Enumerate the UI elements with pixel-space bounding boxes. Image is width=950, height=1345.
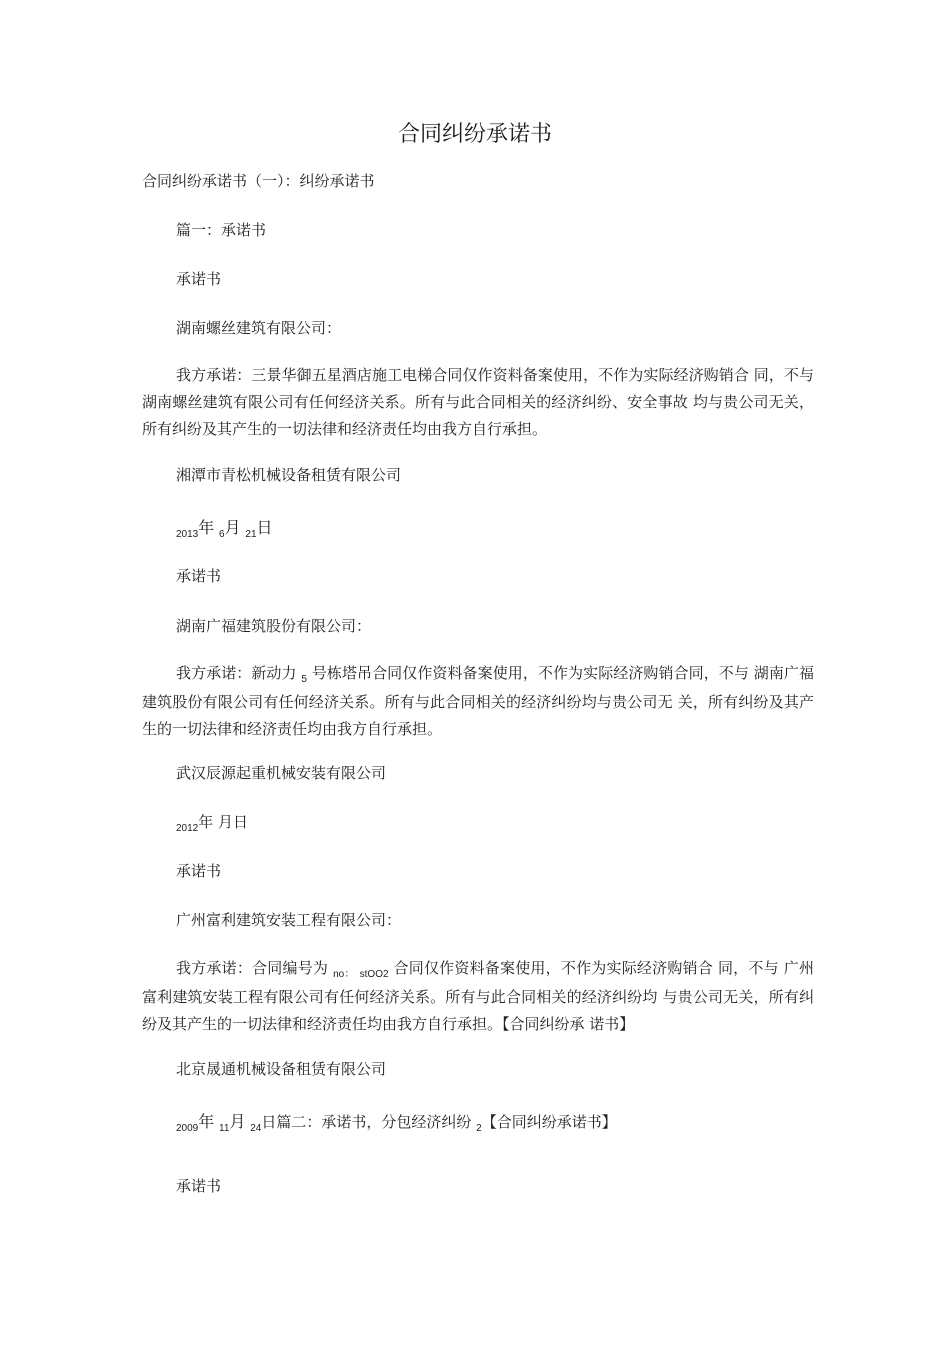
letter-signer: 武汉辰源起重机械安装有限公司: [176, 764, 387, 782]
contract-no-value: stOO2: [359, 969, 389, 980]
letter-heading: 承诺书: [176, 567, 222, 585]
letter-heading: 承诺书: [176, 270, 222, 288]
letter-body: [142, 955, 814, 1038]
letter-date: [176, 1112, 617, 1135]
letter-signer: 湘潭市青松机械设备租赁有限公司: [176, 466, 402, 484]
date-year-unit: 年: [198, 520, 215, 537]
letter-date: [176, 518, 273, 541]
letter-recipient: 广州富利建筑安装工程有限公司：: [176, 911, 402, 929]
date-day-unit: 日: [256, 520, 273, 537]
date-tail-subscript: 2: [476, 1123, 482, 1134]
date-year: 2012: [176, 823, 199, 834]
date-day: 24: [250, 1123, 262, 1134]
date-rest: 年 月日: [198, 813, 249, 831]
document-title: 合同纠纷承诺书: [397, 122, 552, 147]
contract-no-label: no：: [333, 969, 355, 980]
date-tail-end: 【合同纠纷承诺书】: [481, 1113, 617, 1131]
part-one-heading: 篇一：承诺书: [176, 221, 267, 239]
date-year: 2013: [176, 529, 199, 540]
letter-body-part: 我方承诺：合同编号为: [176, 959, 334, 977]
date-tail: 日篇二：承诺书，分包经济纠纷: [261, 1113, 472, 1131]
letter-body-part: 号栋塔吊合同仅作资料备案使用，不作为实际经济购销合同，不与 湖南广福建筑股份有限公司有任何经济关系。所有与此合同相关的经济纠纷均与贵公司无 关，所有纠纷及其产生的一切法律和经济责任均由我方自行承担。: [142, 664, 814, 738]
letter-body: [142, 660, 814, 743]
letter-recipient: 湖南广福建筑股份有限公司：: [176, 617, 372, 635]
letter-body-part: 我方承诺：新动力: [176, 664, 302, 682]
document-subtitle: 合同纠纷承诺书（一）：纠纷承诺书: [142, 172, 375, 190]
letter-recipient: 湖南螺丝建筑有限公司：: [176, 319, 342, 337]
date-month: 6: [219, 529, 225, 540]
letter-body: 我方承诺：三景华御五星酒店施工电梯合同仅作资料备案使用，不作为实际经济购销合 同，不与湖南螺丝建筑有限公司有任何经济关系。所有与此合同相关的经济纠纷、安全事故 均与贵公司无关，所有纠纷及其产生的一切法律和经济责任均由我方自行承担。: [142, 366, 814, 438]
letter-signer: 北京晟通机械设备租赁有限公司: [176, 1060, 387, 1078]
date-month-unit: 月: [229, 1114, 246, 1131]
letter-body-subscript: 5: [301, 674, 307, 685]
letter-heading: 承诺书: [176, 862, 222, 880]
date-year-unit: 年: [198, 1114, 215, 1131]
date-month: 11: [219, 1123, 230, 1134]
final-heading: 承诺书: [176, 1177, 222, 1195]
letter-body-part: 合同仅作资料备案使用，不作为实际经济购销合 同，不与 广州富利建筑安装工程有限公司有任何经济关系。所有与此合同相关的经济纠纷均 与贵公司无关，所有纠纷及其产生的一切法律和经济责任均由我方自行承担。【合同纠纷承 诺书】: [142, 959, 814, 1033]
date-year: 2009: [176, 1123, 199, 1134]
letter-date: [176, 812, 248, 835]
date-month-unit: 月: [224, 520, 241, 537]
date-day: 21: [245, 529, 257, 540]
